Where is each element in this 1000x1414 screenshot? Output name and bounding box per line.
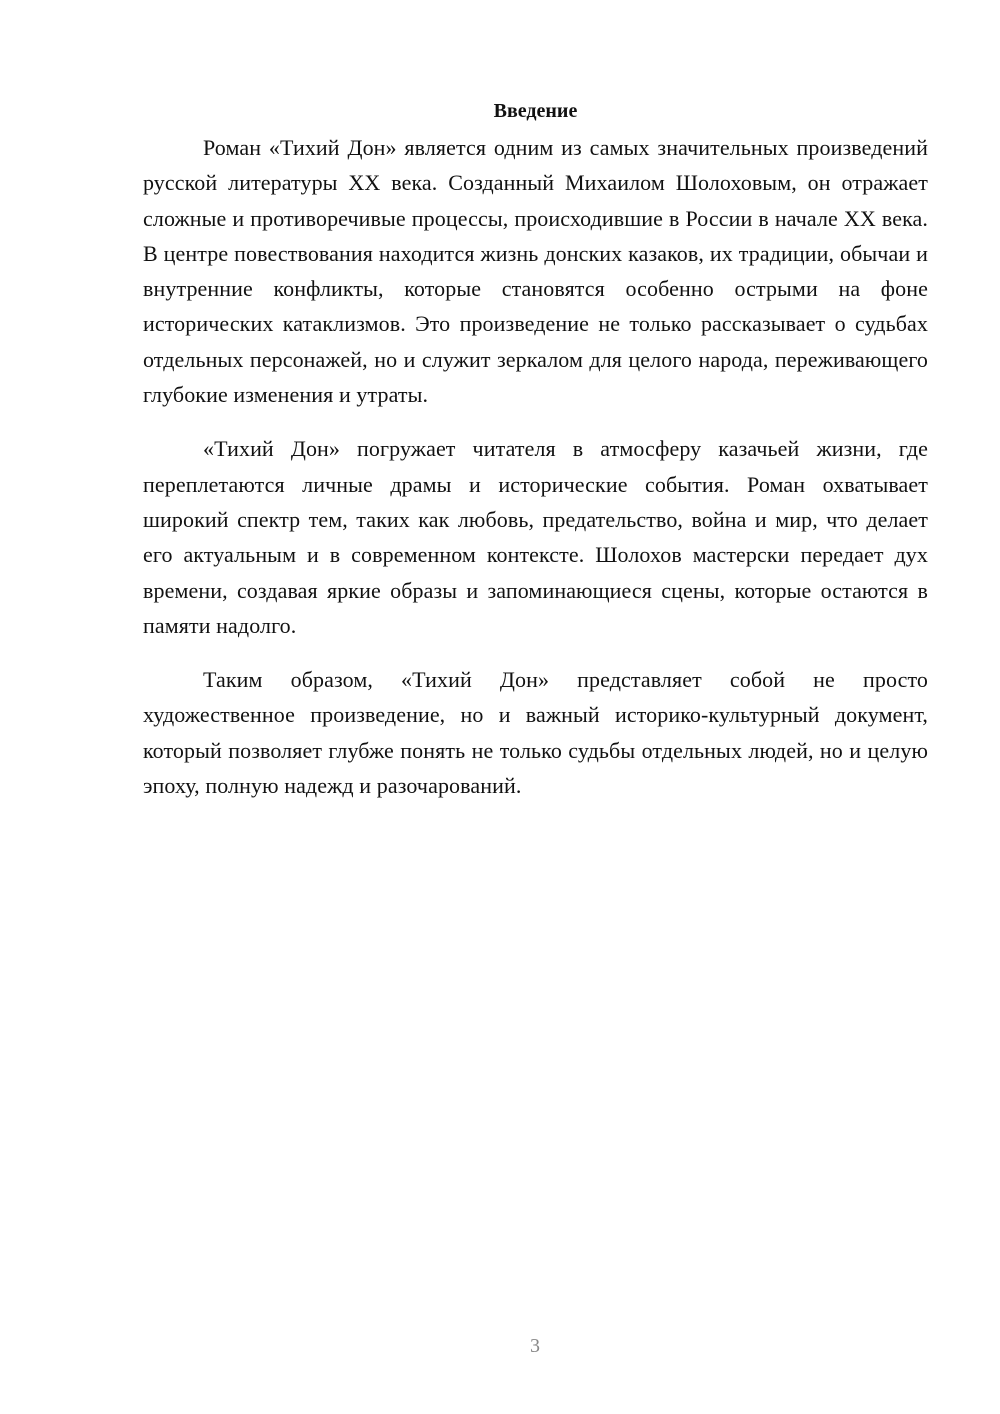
page-body bbox=[143, 96, 928, 803]
paragraph-1: Роман «Тихий Дон» является одним из самых значительных произведений русской литературы XX века. Созданный Михаилом Шолоховым, он отражает сложные и противоречивые процессы, происходившие в России в начале XX века. В центре повествования находится жизнь донских казаков, их традиции, обычаи и внутренние конфликты, которые становятся особенно острыми на фоне исторических катаклизмов. Это произведение не только рассказывает о судьбах отдельных персонажей, но и служит зеркалом для целого народа, переживающего глубокие изменения и утраты. bbox=[143, 135, 928, 408]
paragraph-2: «Тихий Дон» погружает читателя в атмосферу казачьей жизни, где переплетаются личные драмы и исторические события. Роман охватывает широкий спектр тем, таких как любовь, предательство, война и мир, что делает его актуальным и в современном контексте. Шолохов мастерски передает дух времени, создавая яркие образы и запоминающиеся сцены, которые остаются в памяти надолго. bbox=[143, 436, 928, 638]
paragraph-3: Таким образом, «Тихий Дон» представляет собой не просто художественное произведение, но и важный историко-культурный документ, который позволяет глубже понять не только судьбы отдельных людей, но и целую эпоху, полную надежд и разочарований. bbox=[143, 667, 928, 799]
section-heading: Введение bbox=[493, 100, 578, 122]
page-number: 3 bbox=[530, 1335, 540, 1357]
